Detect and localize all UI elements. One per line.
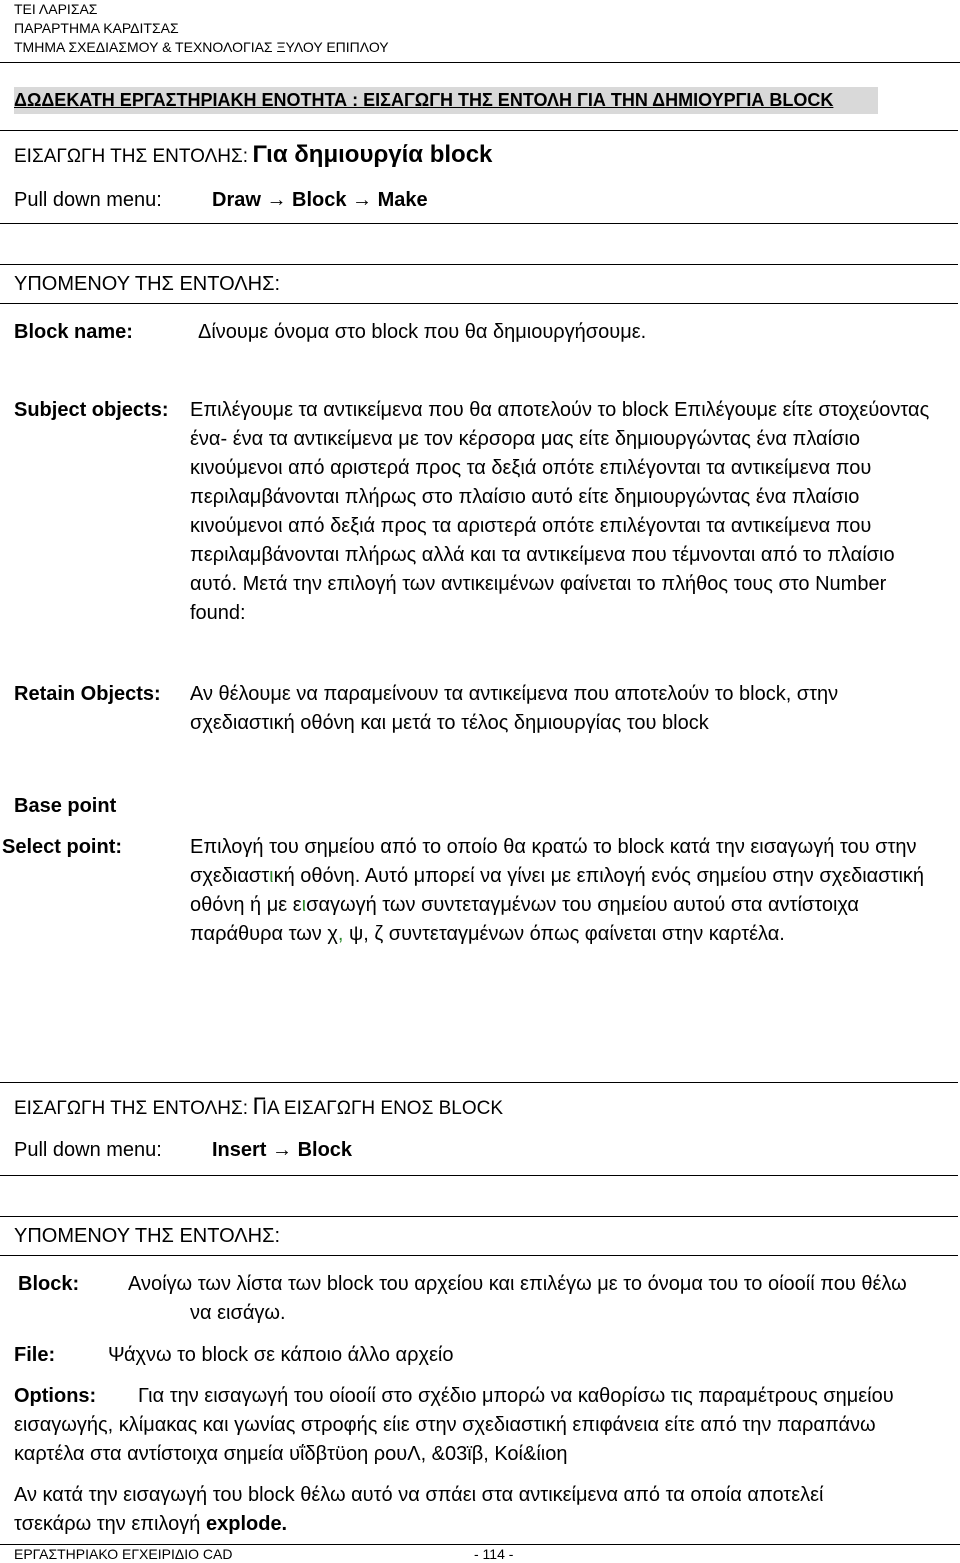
select-point-text-mark: , xyxy=(337,923,344,945)
select-point-text-mark: ι xyxy=(301,894,307,916)
block-label: Block: xyxy=(18,1273,80,1295)
pulldown-path: Draw → Block → Make xyxy=(212,189,428,211)
subject-objects-label: Subject objects: xyxy=(14,399,169,421)
subject-objects-text: Επιλέγουμε τα αντικείμενα που θα αποτελούν το block Επιλέγουμε είτε στοχεύοντας ένα- ένα τα αντικείμενα με τον κέρσορα μας είτε δημιουργώντας ένα πλαίσιο κινούμενοι από αριστερά προς τα δεξιά οπότε επιλέγονται τα αντικείμενα που περιλαμβάνονται πλήρως στο πλαίσιο αυτό είτε δημιουργώντας ένα πλαίσιο κινούμενοι από δεξιά προς τα αριστερά οπότε επιλέγονται τα αντικείμενα που περιλαμβάνονται πλήρως αλλά και τα αντικείμενα που τέμνονται από το πλαίσιο αυτό. Μετά την επιλογή των αντικειμένων φαίνεται το πλήθος τους στο Number found: xyxy=(190,399,930,624)
header-rule xyxy=(0,62,960,63)
options-text-line1: Για την εισαγωγή του οίοοίί στο σχέδιο μπορώ να καθορίσω τις παραμέτρους σημείου xyxy=(138,1385,894,1407)
command-heading-insert xyxy=(14,1092,503,1125)
select-point-text-part: σαγωγή των συντεταγμένων του σημείου αυτού στα αντίστοιχα παράθυρα των χ xyxy=(190,894,859,945)
explode-keyword: explode. xyxy=(205,1513,288,1535)
command-heading-prefix: ΕΙΣΑΓΩΓΗ ΤΗΣ ΕΝΤΟΛΗΣ: xyxy=(14,146,249,167)
select-point-label: Select point: xyxy=(2,836,123,858)
select-point-text-mark: ι xyxy=(269,865,274,887)
pulldown-label: Pull down menu: xyxy=(14,189,162,211)
pulldown-path: Insert → Block xyxy=(212,1139,353,1161)
retain-objects-text: Αν θέλουμε να παραμείνουν τα αντικείμενα που αποτελούν το block, στην σχεδιαστική οθόνη και μετά το τέλος δημιουργίας του block xyxy=(190,683,839,734)
command-heading-title-initial: Γ xyxy=(252,1093,266,1120)
command-heading-prefix: ΕΙΣΑΓΩΓΗ ΤΗΣ ΕΝΤΟΛΗΣ: xyxy=(14,1098,249,1119)
retain-objects-label: Retain Objects: xyxy=(14,683,161,705)
file-text: Ψάχνω το block σε κάποιο άλλο αρχείο xyxy=(108,1344,454,1366)
file-label: File: xyxy=(14,1344,56,1366)
branch-name: ΠΑΡΑΡΤΗΜΑ ΚΑΡΔΙΤΣΑΣ xyxy=(14,20,179,36)
command-heading-title-rest: ΙΑ ΕΙΣΑΓΩΓΗ ΕΝΟΣ BLOCK xyxy=(261,1098,504,1119)
select-point-text-part: ψ, ζ συντεταγμένων όπως φαίνεται στην καρτέλα. xyxy=(343,923,785,945)
page-number: - 114 - xyxy=(474,1546,514,1562)
options-label: Options: xyxy=(14,1385,97,1407)
options-text-line3: καρτέλα στα αντίστοιχα σημεία υΐδβτϋοη ρουΛ, &03ϊβ, Κοί&ίιοη xyxy=(14,1443,568,1465)
options-text-line2: εισαγωγής, κλίμακας και γωνίας στροφής είιε στην σχεδιαστική επιφάνεια είτε από την παραπάνω xyxy=(14,1414,876,1436)
pulldown-label: Pull down menu: xyxy=(14,1139,162,1161)
footer-title: ΕΡΓΑΣΤΗΡΙΑΚΟ ΕΓΧΕΙΡΙΔΙΟ CAD xyxy=(14,1546,233,1562)
block-name-label: Block name: xyxy=(14,321,133,343)
select-point-text-part: κή οθόνη. Αυτό μπορεί να γίνει με επιλογή ενός σημείου στην σχεδιαστική οθόνη ή με ε xyxy=(190,865,925,916)
unit-title: ΔΩΔΕΚΑΤΗ ΕΡΓΑΣΤΗΡΙΑΚΗ ΕΝΟΤΗΤΑ : ΕΙΣΑΓΩΓΗ ΤΗΣ ΕΝΤΟΛΗ ΓΙΑ ΤΗΝ ΔΗΜΙΟΥΡΓΙΑ BLOCK xyxy=(14,90,834,110)
block-name-text: Δίνουμε όνομα στο block που θα δημιουργήσουμε. xyxy=(198,321,647,343)
block-text-line2: να εισάγω. xyxy=(190,1302,286,1324)
submenu-heading: ΥΠΟΜΕΝΟΥ ΤΗΣ ΕΝΤΟΛΗΣ: xyxy=(14,1225,281,1247)
explode-text-part: τσεκάρω την επιλογή xyxy=(14,1513,206,1535)
base-point-label: Base point xyxy=(14,795,117,817)
select-point-text-part: Επιλογή του σημείου από το οποίο θα κρατώ το block κατά την εισαγωγή του στην σχεδιαστ xyxy=(190,836,917,887)
explode-text-line2 xyxy=(14,1510,287,1539)
department-name: ΤΜΗΜΑ ΣΧΕΔΙΑΣΜΟΥ & ΤΕΧΝΟΛΟΓΙΑΣ ΞΥΛΟΥ ΕΠΙΠΛΟΥ xyxy=(14,39,389,55)
command-heading-create xyxy=(14,138,492,175)
command-heading-title: Για δημιουργία block xyxy=(252,141,493,168)
select-point-text xyxy=(190,833,945,949)
block-text-line1: Ανοίγω των λίστα των block του αρχείου και επιλέγω με το όνομα του το οίοοίί που θέλω xyxy=(128,1273,907,1295)
institution-name: ΤΕΙ ΛΑΡΙΣΑΣ xyxy=(14,1,98,17)
explode-text-line1: Αν κατά την εισαγωγή του block θέλω αυτό να σπάει στα αντικείμενα από τα οποία αποτελεί xyxy=(14,1484,824,1506)
submenu-heading: ΥΠΟΜΕΝΟΥ ΤΗΣ ΕΝΤΟΛΗΣ: xyxy=(14,273,281,295)
